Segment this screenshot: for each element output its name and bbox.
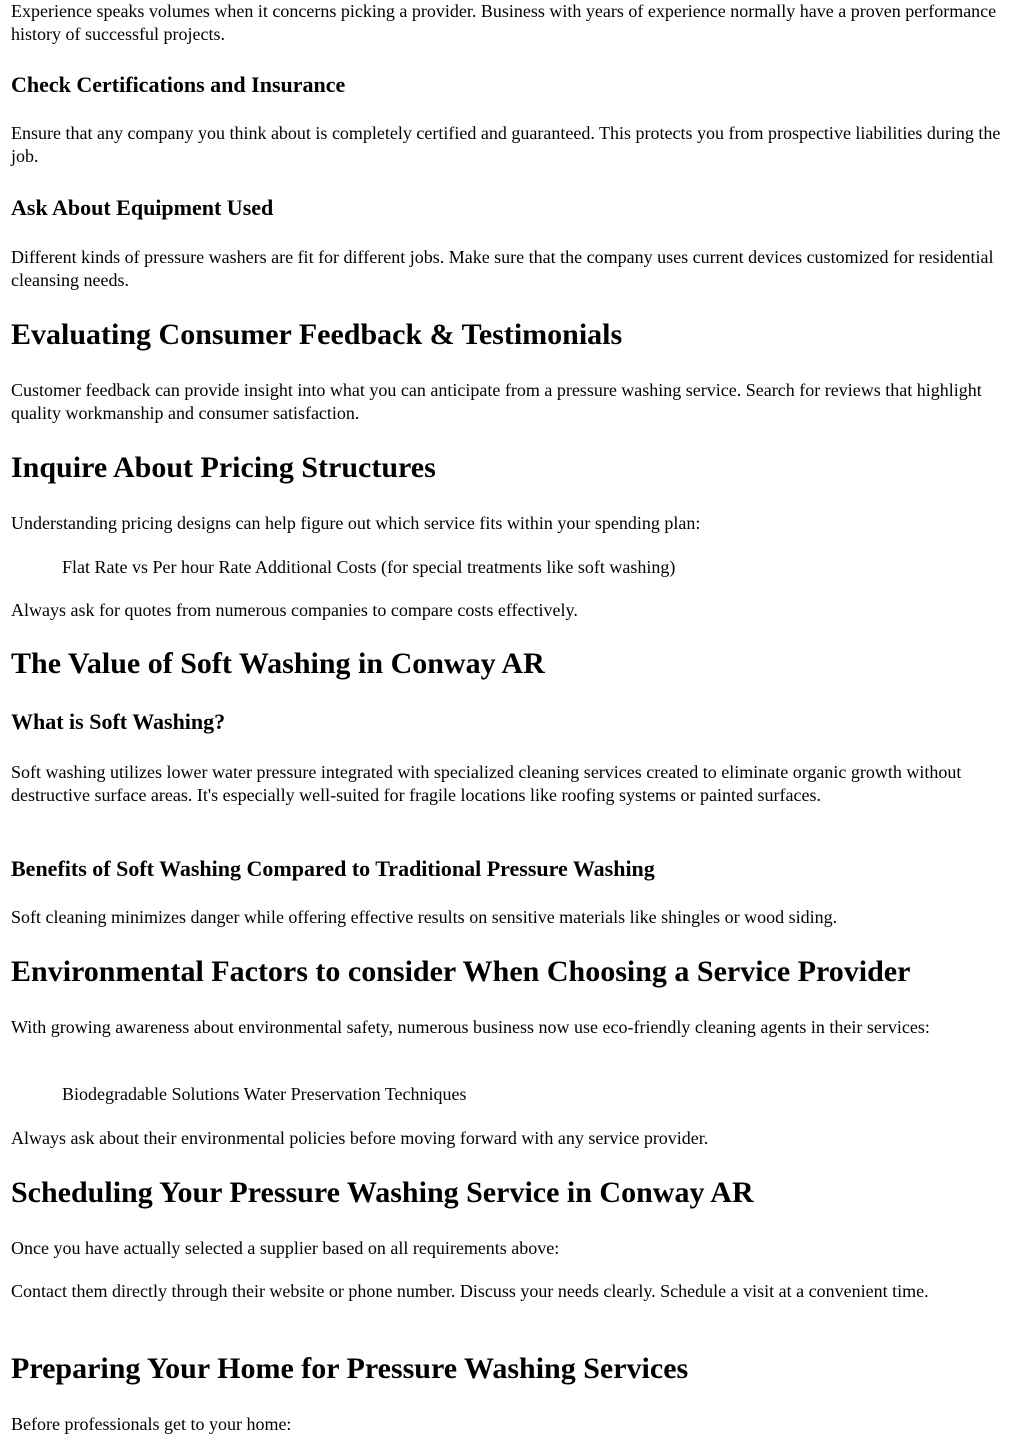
equipment-paragraph: Different kinds of pressure washers are fit for different jobs. Make sure that the company uses current devices customized for residential cleansing needs.: [11, 247, 994, 290]
feedback-paragraph: Customer feedback can provide insight into what you can anticipate from a pressure washing service. Search for reviews that highlight quality workmanship and consumer satisfaction.: [11, 380, 982, 423]
scheduling-steps-paragraph: Contact them directly through their website or phone number. Discuss your needs clearly. Schedule a visit at a convenient time.: [11, 1281, 929, 1301]
pricing-paragraph: Understanding pricing designs can help figure out which service fits within your spending plan:: [11, 513, 701, 533]
feedback-heading: Evaluating Consumer Feedback & Testimonials: [11, 318, 623, 351]
preparing-paragraph: Before professionals get to your home:: [11, 1414, 292, 1434]
environmental-heading: Environmental Factors to consider When Choosing a Service Provider: [11, 955, 911, 988]
pricing-heading: Inquire About Pricing Structures: [11, 451, 436, 484]
pricing-footer-paragraph: Always ask for quotes from numerous companies to compare costs effectively.: [11, 600, 578, 620]
intro-paragraph: Experience speaks volumes when it concerns picking a provider. Business with years of experience normally have a proven performance history of successful projects.: [11, 1, 997, 44]
scheduling-paragraph: Once you have actually selected a supplier based on all requirements above:: [11, 1238, 560, 1258]
pricing-options-quote: Flat Rate vs Per hour Rate Additional Costs (for special treatments like soft washing): [62, 557, 676, 577]
environmental-options-quote: Biodegradable Solutions Water Preservation Techniques: [62, 1084, 467, 1104]
equipment-heading: Ask About Equipment Used: [11, 195, 274, 220]
certifications-heading: Check Certifications and Insurance: [11, 72, 346, 97]
what-is-soft-washing-heading: What is Soft Washing?: [11, 709, 226, 734]
what-is-soft-washing-paragraph: Soft washing utilizes lower water pressure integrated with specialized cleaning services created to eliminate organic growth without destructive surface areas. It's especially well-suited for fragile locations like roofing systems or painted surfaces.: [11, 762, 962, 805]
certifications-paragraph: Ensure that any company you think about is completely certified and guaranteed. This protects you from prospective liabilities during the job.: [11, 123, 1001, 166]
preparing-heading: Preparing Your Home for Pressure Washing Services: [11, 1352, 689, 1385]
scheduling-heading: Scheduling Your Pressure Washing Service in Conway AR: [11, 1176, 754, 1209]
soft-washing-benefits-paragraph: Soft cleaning minimizes danger while offering effective results on sensitive materials like shingles or wood siding.: [11, 907, 838, 927]
environmental-paragraph: With growing awareness about environmental safety, numerous business now use eco-friendly cleaning agents in their services:: [11, 1017, 930, 1037]
soft-washing-benefits-heading: Benefits of Soft Washing Compared to Traditional Pressure Washing: [11, 856, 655, 881]
soft-washing-heading: The Value of Soft Washing in Conway AR: [11, 647, 545, 680]
environmental-footer-paragraph: Always ask about their environmental policies before moving forward with any service provider.: [11, 1128, 709, 1148]
